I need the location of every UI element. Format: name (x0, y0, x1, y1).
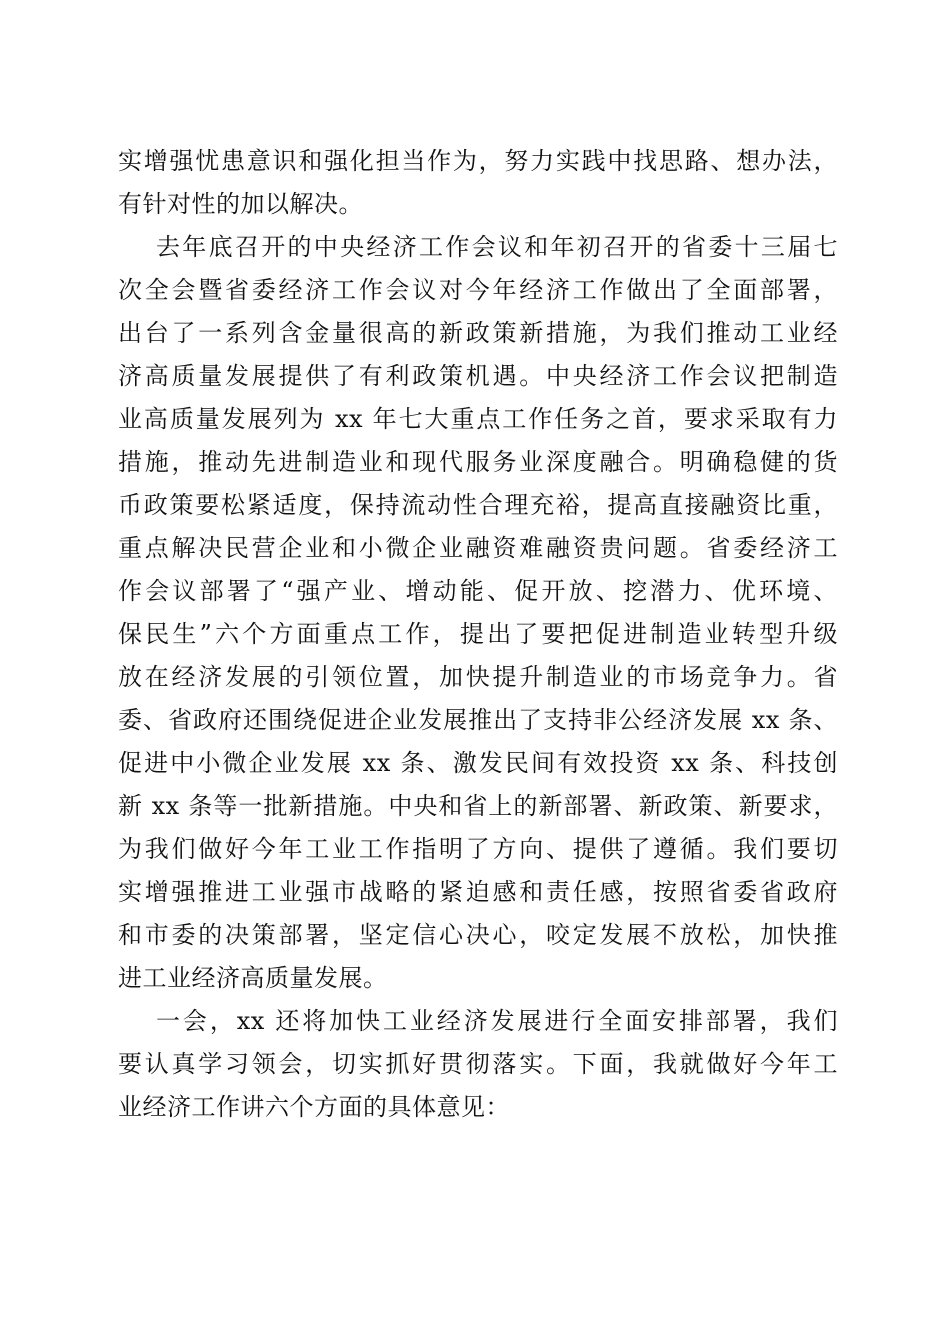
text-line: 为我们做好今年工业工作指明了方向、提供了遵循。我们要切 (118, 835, 838, 863)
text-line: 作会议部署了“强产业、增动能、促开放、挖潜力、优环境、 (118, 577, 838, 605)
text-line: 业经济工作讲六个方面的具体意见： (118, 1093, 510, 1121)
text-line: 进工业经济高质量发展。 (118, 964, 388, 992)
text-line: 业高质量发展列为 xx 年七大重点工作任务之首，要求采取有力 (118, 405, 838, 433)
text-line: 和市委的决策部署，坚定信心决心，咬定发展不放松，加快推 (118, 921, 838, 949)
text-line: 出台了一系列含金量很高的新政策新措施，为我们推动工业经 (118, 319, 838, 347)
text-line: 实增强推进工业强市战略的紧迫感和责任感，按照省委省政府 (118, 878, 838, 906)
text-line: 次全会暨省委经济工作会议对今年经济工作做出了全面部署， (118, 276, 838, 304)
text-line: 一会，xx 还将加快工业经济发展进行全面安排部署，我们 (156, 1007, 838, 1035)
text-line: 委、省政府还围绕促进企业发展推出了支持非公经济发展 xx 条、 (118, 706, 838, 734)
text-line: 放在经济发展的引领位置，加快提升制造业的市场竞争力。省 (118, 663, 838, 691)
text-line: 实增强忧患意识和强化担当作为，努力实践中找思路、想办法， (118, 147, 838, 175)
text-line: 新 xx 条等一批新措施。中央和省上的新部署、新政策、新要求， (118, 792, 838, 820)
text-line: 促进中小微企业发展 xx 条、激发民间有效投资 xx 条、科技创 (118, 749, 838, 777)
document-body (118, 140, 838, 1129)
text-line: 币政策要松紧适度，保持流动性合理充裕，提高直接融资比重， (118, 491, 838, 519)
text-line: 重点解决民营企业和小微企业融资难融资贵问题。省委经济工 (118, 534, 838, 562)
text-line: 保民生”六个方面重点工作，提出了要把促进制造业转型升级 (118, 620, 838, 648)
text-line: 措施，推动先进制造业和现代服务业深度融合。明确稳健的货 (118, 448, 838, 476)
text-line: 去年底召开的中央经济工作会议和年初召开的省委十三届七 (156, 233, 838, 261)
text-line: 济高质量发展提供了有利政策机遇。中央经济工作会议把制造 (118, 362, 838, 390)
text-line: 有针对性的加以解决。 (118, 190, 363, 218)
text-line: 要认真学习领会，切实抓好贯彻落实。下面，我就做好今年工 (118, 1050, 838, 1078)
